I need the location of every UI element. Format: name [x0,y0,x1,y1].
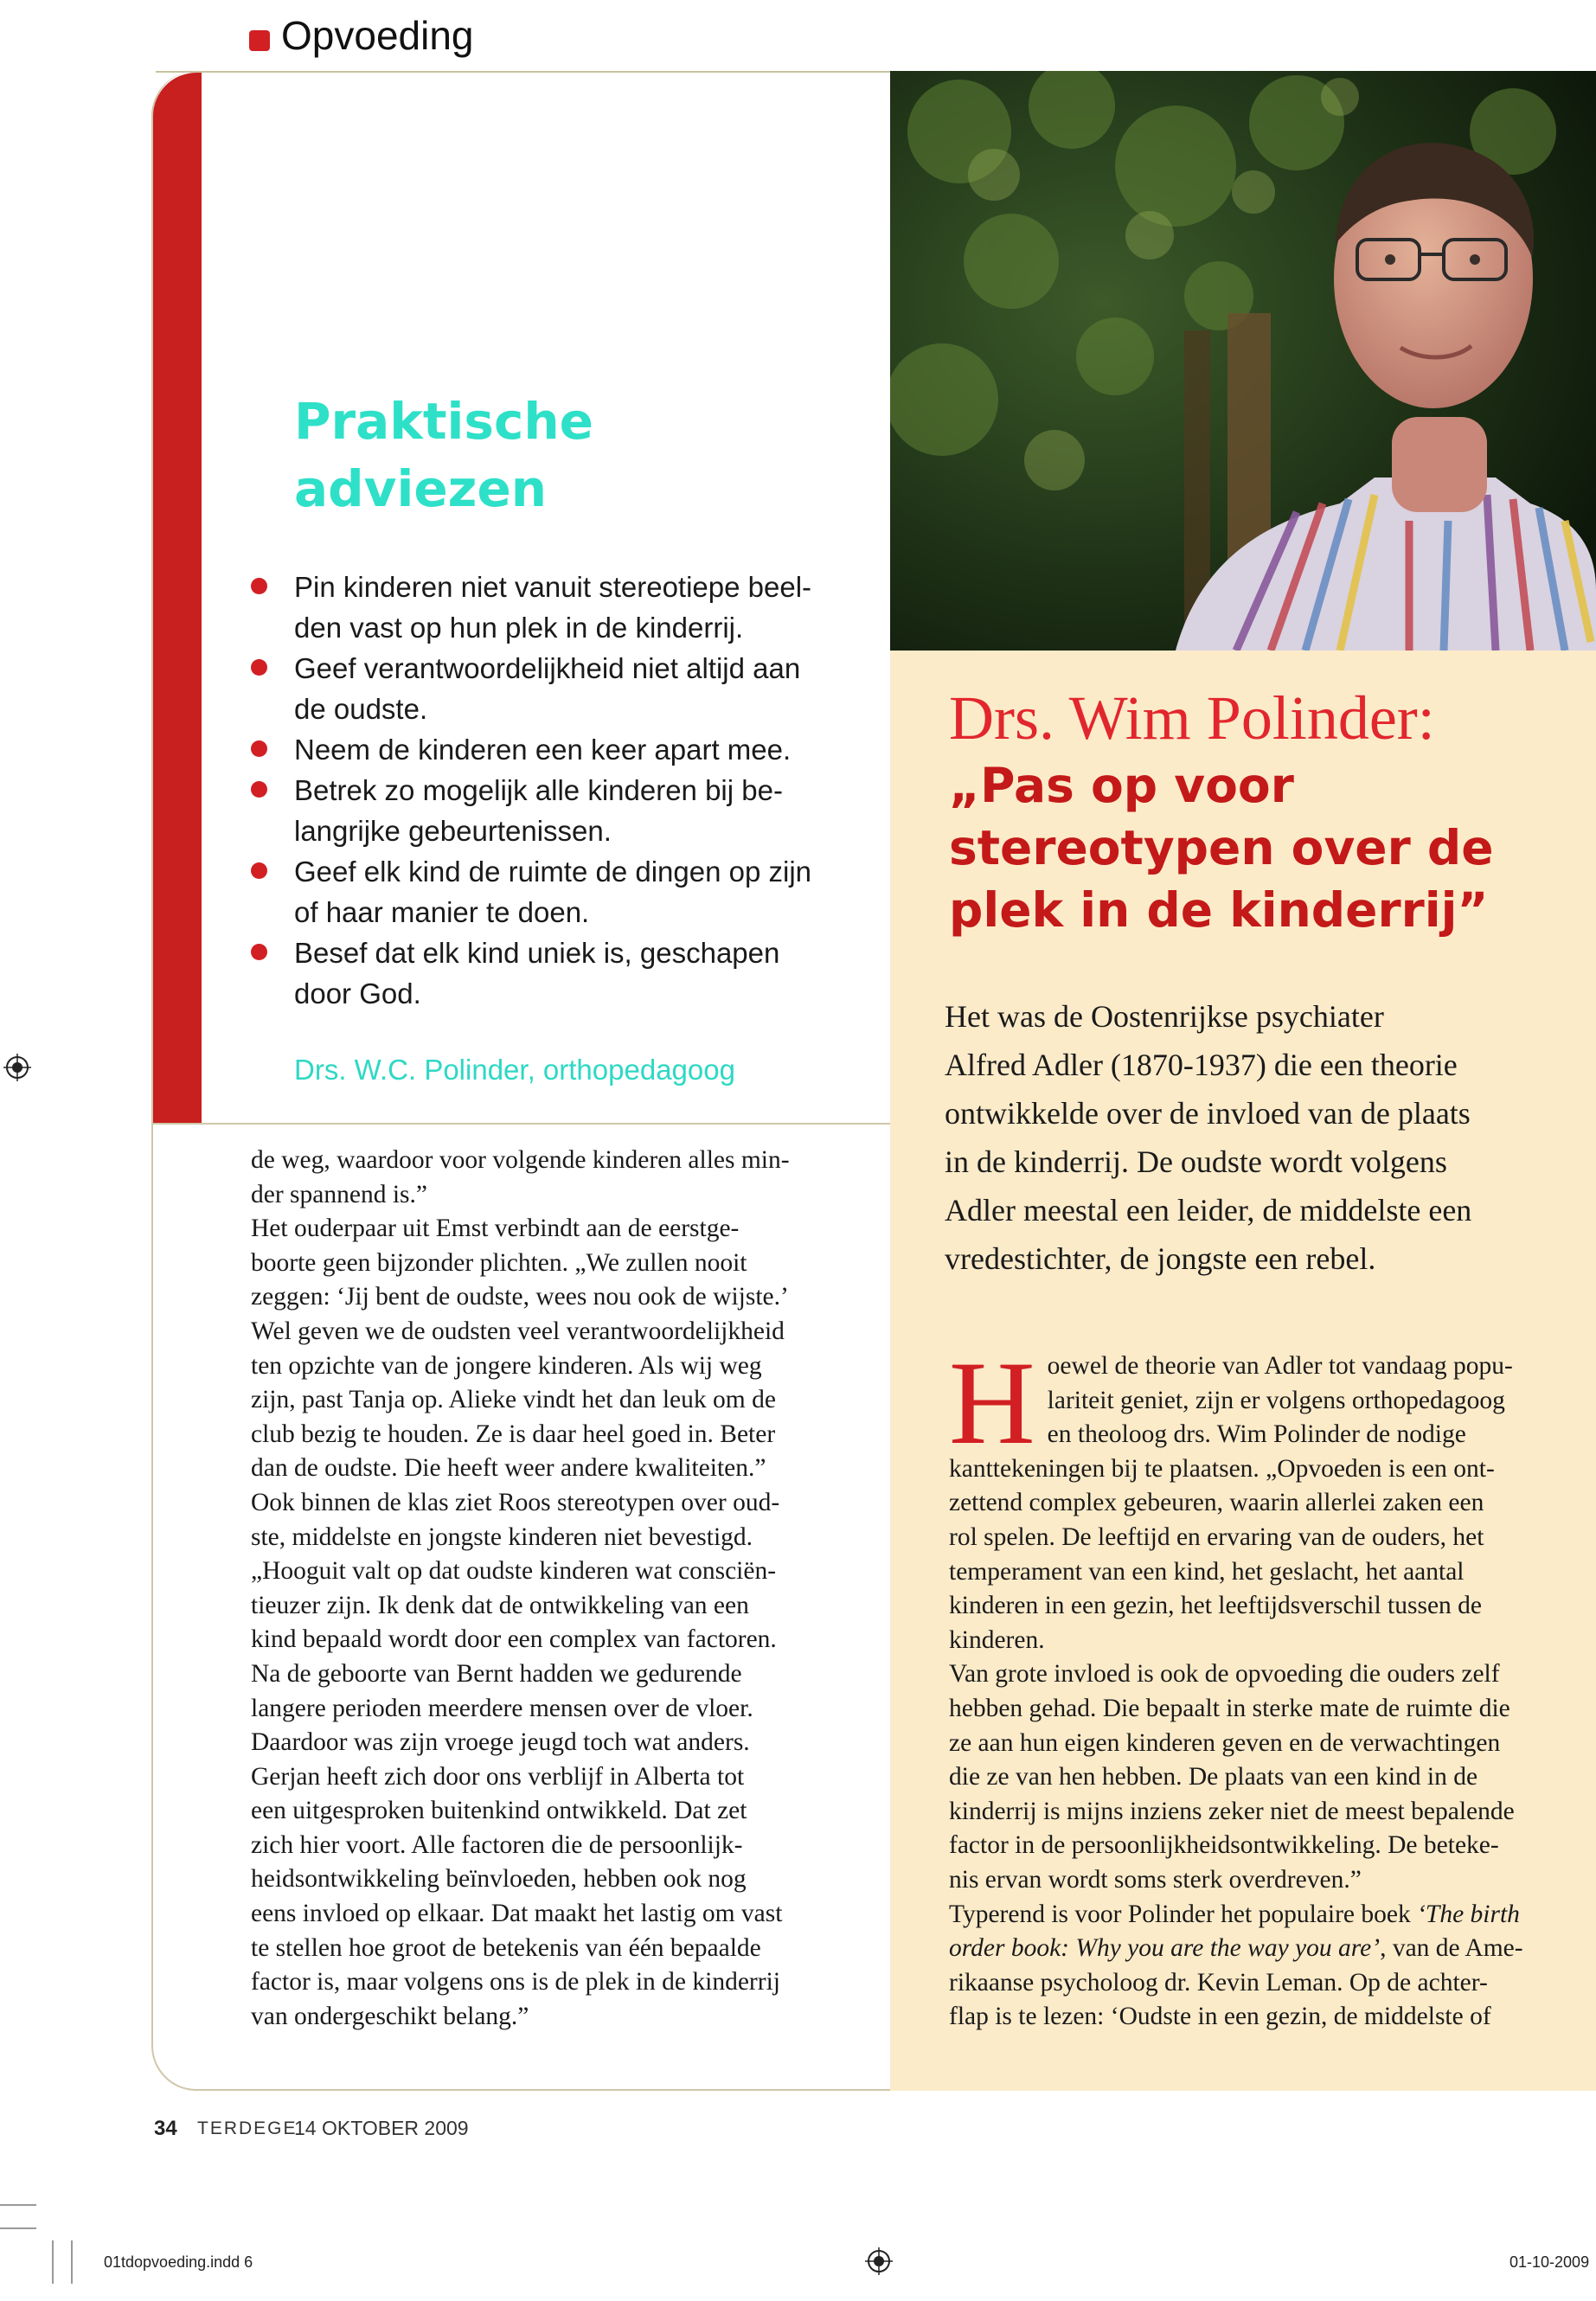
text-line: ze aan hun eigen kinderen geven en de verwachtingen [949,1728,1501,1757]
text-line: Het ouderpaar uit Emst verbindt aan de eerstge- [251,1215,740,1243]
magazine-name: TERDEGE [197,2118,298,2138]
text-line: order book: Why you are the way you are’, van de Ame- [949,1934,1523,1963]
text-line: flap is te lezen: ‘Oudste in een gezin, de middelste of [949,2003,1491,2031]
advice-list [251,567,856,1014]
text-line: Van grote invloed is ook de opvoeding die ouders zelf [949,1660,1500,1689]
text-line: zettend complex gebeuren, waarin allerlei zaken een [949,1489,1484,1517]
text-line: een uitgesproken buitenkind ontwikkeld. Dat zet [251,1797,747,1825]
crop-mark [71,2240,73,2284]
text-line: hebben gehad. Die bepaalt in sterke mate de ruimte die [949,1694,1510,1722]
issue-date: 14 OKTOBER 2009 [294,2117,469,2139]
advice-item: Betrek zo mogelijk alle kinderen bij be- langrijke gebeurtenissen. [251,770,856,851]
slug-date: 01-10-2009 [1509,2253,1590,2271]
text-line: factor is, maar volgens ons is de plek in de kinderrij [251,1968,780,1997]
text-line: te stellen hoe groot de betekenis van één bepaalde [251,1933,761,1962]
text-line: nis ervan wordt soms sterk overdreven.” [949,1865,1362,1894]
quote-line: stereotypen over de [949,820,1494,875]
article-quote-heading [949,754,1589,941]
book-title: ‘The birth [1417,1900,1520,1928]
advice-item: Pin kinderen niet vanuit stereotiepe beel- den vast op hun plek in de kinderrij. [251,567,856,648]
quote-line: „Pas op voor [949,758,1294,813]
text-line: oewel de theorie van Adler tot vandaag popu- [1047,1352,1513,1380]
text-line: die ze van hen hebben. De plaats van een kind in de [949,1763,1478,1791]
advice-box-heading [294,388,813,522]
intro-line: vredestichter, de jongste een rebel. [945,1241,1376,1276]
text-line: kinderen in een gezin, het leeftijdsverschil tussen de [949,1592,1483,1620]
text-line: tieuzer zijn. Ik denk dat de ontwikkeling van een [251,1591,749,1619]
text-line: lariteit geniet, zijn er volgens orthopedagoog [1047,1386,1505,1414]
text-line: zijn, past Tanja op. Alieke vindt het dan leuk om de [251,1386,776,1414]
text-line: Wel geven we de oudsten veel verantwoordelijkheid [251,1317,785,1345]
text-line: „Hooguit valt op dat oudste kinderen wat consciën- [251,1557,777,1586]
bullet-icon [251,740,267,757]
text-line: Ook binnen de klas ziet Roos stereotypen over oud- [251,1488,780,1516]
text-line: ten opzichte van de jongere kinderen. Als wij weg [251,1351,762,1380]
intro-line: Adler meestal een leider, de middelste een [945,1193,1472,1227]
section-title: Opvoeding [281,13,474,58]
advice-signature: Drs. W.C. Polinder, orthopedagoog [294,1054,735,1086]
bullet-icon [251,944,267,960]
advice-item: Neem de kinderen een keer apart mee. [251,729,856,770]
bullet-icon [251,659,267,676]
drop-cap: H [949,1336,1035,1469]
text-line: eens invloed op elkaar. Dat maakt het lastig om vast [251,1900,783,1928]
page-number: 34 [154,2117,177,2140]
text-line: dan de oudste. Die heeft weer andere kwaliteiten.” [251,1454,766,1483]
text-line: Na de geboorte van Bernt hadden we gedurende [251,1659,742,1688]
text-line: Gerjan heeft zich door ons verblijf in Alberta tot [251,1762,745,1791]
text-line: Daardoor was zijn vroege jeugd toch wat anders. [251,1728,750,1757]
crop-mark [0,2227,36,2229]
advice-box-accent-bar [153,73,202,1124]
advice-box-divider [153,1123,893,1125]
advice-heading-line1: Praktische [294,392,593,451]
advice-heading-line2: adviezen [294,459,548,518]
crop-mark [0,2204,36,2206]
text-line: boorte geen bijzonder plichten. „We zullen nooit [251,1248,747,1277]
text-line: rikaanse psycholoog dr. Kevin Leman. Op de achter- [949,1968,1488,1997]
text-line: langere perioden meerdere mensen over de vloer. [251,1694,753,1722]
intro-line: Alfred Adler (1870-1937) die een theorie [945,1048,1458,1082]
bullet-icon [251,578,267,594]
article-body [949,1336,1585,2035]
intro-line: in de kinderrij. De oudste wordt volgens [945,1144,1447,1179]
bullet-icon [251,781,267,798]
text-line: kanttekeningen bij te plaatsen. „Opvoeden is een ont- [949,1454,1495,1483]
article-intro [945,992,1576,1283]
text-line: heidsontwikkeling beïnvloeden, hebben ook nog [251,1865,747,1894]
text-line: Typerend is voor Polinder het populaire boek ‘The birth [949,1900,1520,1928]
advice-item: Besef dat elk kind uniek is, geschapen door God. [251,933,856,1014]
text-line: kinderen. [949,1625,1045,1654]
text-line: kind bepaald wordt door een complex van factoren. [251,1625,777,1654]
crop-mark [52,2240,54,2284]
text-line: en theoloog drs. Wim Polinder de nodige [1047,1420,1466,1449]
section-marker [249,30,270,51]
text-line: der spannend is.” [251,1180,427,1208]
text-line: factor in de persoonlijkheidsontwikkeling. De beteke- [949,1831,1499,1860]
text-line: kinderrij is mijns inziens zeker niet de meest bepalende [949,1797,1515,1825]
left-column-text [251,1144,869,2034]
quote-line: plek in de kinderrij” [949,882,1489,938]
text-line: van ondergeschikt belang.” [251,2002,529,2030]
advice-item: Geef elk kind de ruimte de dingen op zijn of haar manier te doen. [251,851,856,933]
text-line: temperament van een kind, het geslacht, het aantal [949,1557,1465,1586]
bullet-icon [251,862,267,879]
intro-line: Het was de Oostenrijkse psychiater [945,999,1384,1034]
text-line: zich hier voort. Alle factoren die de persoonlijk- [251,1830,743,1859]
text-line: de weg, waardoor voor volgende kinderen alles min- [251,1146,790,1174]
intro-line: ontwikkelde over de invloed van de plaats [945,1096,1471,1131]
slug-file: 01tdopvoeding.indd 6 [104,2253,253,2271]
text-line: ste, middelste en jongste kinderen niet bevestigd. [251,1522,753,1551]
registration-mark-icon [865,2247,893,2275]
portrait-photo [890,71,1596,651]
book-title: order book: Why you are the way you are’ [949,1934,1381,1963]
registration-mark-icon [3,1054,31,1081]
article-name-heading: Drs. Wim Polinder: [949,683,1435,753]
advice-item: Geef verantwoordelijkheid niet altijd aan de oudste. [251,648,856,729]
text-line: club bezig te houden. Ze is daar heel goed in. Beter [251,1420,776,1448]
text-line: rol spelen. De leeftijd en ervaring van de ouders, het [949,1522,1484,1551]
text-line: zeggen: ‘Jij bent de oudste, wees nou ook de wijste.’ [251,1283,789,1311]
